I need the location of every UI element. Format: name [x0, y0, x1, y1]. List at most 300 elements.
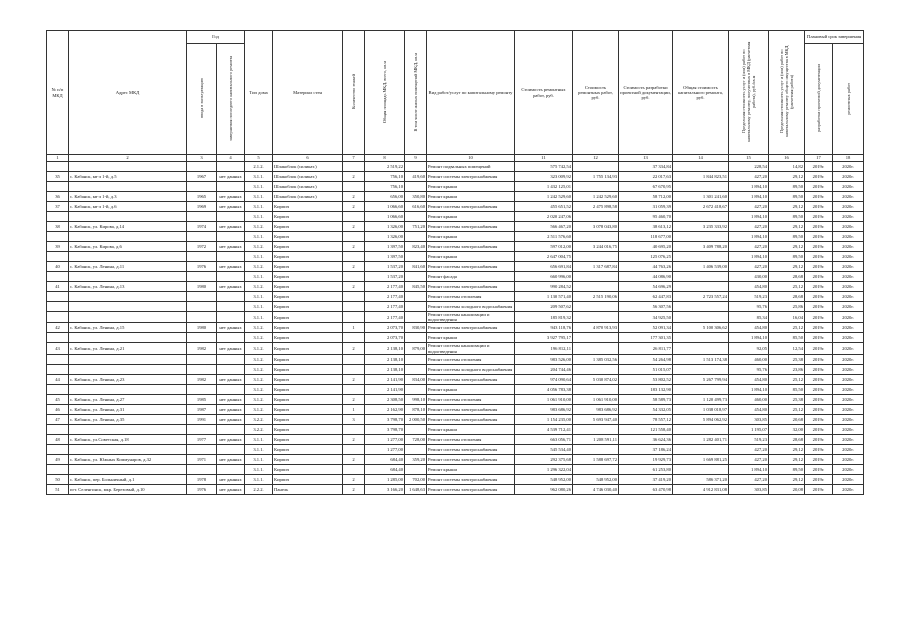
- column-number: 10: [427, 155, 515, 162]
- repair-table-sheet: [46, 30, 863, 495]
- table-cell: 3.2.2.: [245, 424, 273, 434]
- table-cell: Кирпич: [273, 343, 343, 354]
- table-cell: [343, 292, 365, 302]
- table-cell: [343, 182, 365, 192]
- table-cell: 1 301 241,60: [673, 192, 729, 202]
- table-cell: [69, 292, 187, 302]
- table-cell: 2: [343, 474, 365, 484]
- table-cell: 2020г.: [833, 212, 864, 222]
- table-cell: 427,20: [729, 222, 769, 232]
- table-cell: Ремонт крыши: [427, 212, 515, 222]
- table-cell: 1978: [187, 474, 217, 484]
- table-cell: [673, 272, 729, 282]
- table-cell: Кирпич: [273, 424, 343, 434]
- table-cell: 845,50: [405, 282, 427, 292]
- table-cell: 2019г.: [805, 333, 833, 343]
- table-cell: 2019г.: [805, 474, 833, 484]
- table-cell: 1 195,07: [729, 424, 769, 434]
- table-row: [47, 484, 864, 494]
- table-cell: нет данных: [217, 474, 245, 484]
- table-cell: 25,86: [769, 302, 805, 312]
- table-cell: 51 015,07: [619, 364, 673, 374]
- header-year-built: [187, 44, 217, 155]
- table-cell: 20,08: [769, 484, 805, 494]
- column-number: 16: [769, 155, 805, 162]
- header-year-repair: [217, 44, 245, 155]
- table-cell: [573, 162, 619, 172]
- table-cell: 1 588 697,72: [573, 454, 619, 464]
- table-cell: 3.1.2.: [245, 364, 273, 374]
- table-cell: 2 723 557,24: [673, 292, 729, 302]
- table-cell: 2 073,70: [365, 333, 405, 343]
- table-cell: [187, 252, 217, 262]
- table-cell: 427,20: [729, 202, 769, 212]
- table-cell: 2 672 418,67: [673, 202, 729, 212]
- table-cell: 46: [47, 404, 69, 414]
- table-cell: [47, 424, 69, 434]
- table-cell: 31 059,39: [619, 202, 673, 212]
- table-row: [47, 252, 864, 262]
- table-cell: 5 100 306,62: [673, 323, 729, 333]
- table-cell: 2: [343, 222, 365, 232]
- table-cell: 2: [343, 242, 365, 252]
- table-cell: 454,80: [729, 282, 769, 292]
- column-number: 15: [729, 155, 769, 162]
- header-wall-material: Материал стен: [273, 31, 343, 155]
- table-cell: Панель: [273, 484, 343, 494]
- table-cell: 548 952,00: [573, 474, 619, 484]
- table-cell: с. Кабанск, пер. Больничный, д.1: [69, 474, 187, 484]
- table-cell: 943 118,76: [515, 323, 573, 333]
- table-row: [47, 374, 864, 384]
- table-cell: 12,54: [769, 343, 805, 354]
- header-repair-cost-total: Стоимость ремонтных работ, руб.: [573, 31, 619, 155]
- table-cell: 25,12: [769, 282, 805, 292]
- table-cell: 2 177,40: [365, 292, 405, 302]
- table-cell: [217, 354, 245, 364]
- table-cell: Ремонт крыши: [427, 424, 515, 434]
- table-cell: [673, 343, 729, 354]
- table-cell: 3 078 043,80: [573, 222, 619, 232]
- header-limit-cost-b: [769, 31, 805, 155]
- table-cell: [217, 444, 245, 454]
- table-cell: 5 894 062,92: [673, 414, 729, 424]
- table-cell: 1 648,63: [405, 484, 427, 494]
- header-year-group: Год: [187, 31, 245, 44]
- table-cell: 3.1.2.: [245, 323, 273, 333]
- table-cell: 2020г.: [833, 323, 864, 333]
- table-cell: 3.1.1.: [245, 302, 273, 312]
- table-cell: [217, 333, 245, 343]
- table-cell: 660 996,00: [515, 272, 573, 282]
- table-cell: [573, 333, 619, 343]
- table-cell: [573, 272, 619, 282]
- table-cell: [47, 252, 69, 262]
- table-cell: 52 091,34: [619, 323, 673, 333]
- table-cell: [69, 364, 187, 374]
- table-cell: 751,20: [405, 222, 427, 232]
- table-cell: с. Кабанск, ул. Ленина, д.13: [69, 282, 187, 292]
- table-row: [47, 434, 864, 444]
- table-cell: [217, 272, 245, 282]
- table-cell: 185 819,32: [515, 312, 573, 323]
- table-cell: 3.1.2.: [245, 343, 273, 354]
- table-cell: 4 870 913,93: [573, 323, 619, 333]
- table-cell: 1 282 401,71: [673, 434, 729, 444]
- table-cell: Ремонт системы отопления: [427, 434, 515, 444]
- header-deadline-group: Плановый срок завершения: [805, 31, 864, 44]
- table-cell: 427,20: [729, 242, 769, 252]
- table-cell: [573, 232, 619, 242]
- table-cell: [187, 424, 217, 434]
- table-row: [47, 454, 864, 464]
- header-living-area: [405, 31, 427, 155]
- table-cell: 616,60: [405, 202, 427, 212]
- table-cell: 684,40: [365, 464, 405, 474]
- table-cell: Кирпич: [273, 364, 343, 374]
- table-row: [47, 312, 864, 323]
- table-cell: Ремонт системы электроснабжения: [427, 374, 515, 384]
- table-cell: 575 742,54: [515, 162, 573, 172]
- table-cell: Ремонт крыши: [427, 333, 515, 343]
- table-cell: 118 677,00: [619, 232, 673, 242]
- table-cell: [673, 333, 729, 343]
- table-cell: 38: [47, 222, 69, 232]
- table-cell: 4 912 831,08: [673, 484, 729, 494]
- table-cell: [187, 212, 217, 222]
- table-cell: 1 432 125,01: [515, 182, 573, 192]
- table-cell: Ремонт крыши: [427, 464, 515, 474]
- table-cell: 597 012,00: [515, 242, 573, 252]
- table-cell: Кирпич: [273, 454, 343, 464]
- table-cell: 3.1.1.: [245, 212, 273, 222]
- table-cell: 2020г.: [833, 464, 864, 474]
- table-cell: [673, 444, 729, 454]
- table-cell: 2020г.: [833, 354, 864, 364]
- repair-table: [46, 30, 864, 495]
- table-cell: Кирпич: [273, 474, 343, 484]
- table-cell: 879,00: [405, 343, 427, 354]
- table-cell: 2020г.: [833, 262, 864, 272]
- table-cell: 2020г.: [833, 333, 864, 343]
- table-cell: нет данных: [217, 222, 245, 232]
- table-cell: 2020г.: [833, 364, 864, 374]
- table-cell: 2019г.: [805, 172, 833, 182]
- table-cell: 427,20: [729, 172, 769, 182]
- table-cell: 3.1.2.: [245, 354, 273, 364]
- table-cell: 834,00: [405, 374, 427, 384]
- table-cell: 2020г.: [833, 424, 864, 434]
- column-number: 3: [187, 155, 217, 162]
- table-cell: 2019г.: [805, 202, 833, 212]
- table-cell: Кирпич: [273, 252, 343, 262]
- table-cell: 3 409 788,20: [673, 242, 729, 252]
- table-cell: 3.1.1.: [245, 292, 273, 302]
- table-cell: 29,12: [769, 454, 805, 464]
- table-cell: 1 406 539,00: [673, 262, 729, 272]
- table-cell: с. Кабанск, ул. Ленина, д.15: [69, 323, 187, 333]
- table-cell: 49: [47, 454, 69, 464]
- table-cell: 2019г.: [805, 394, 833, 404]
- header-floors-label: Количество этажей: [351, 74, 357, 110]
- table-cell: Ремонт системы электроснабжения: [427, 474, 515, 484]
- table-cell: 427,20: [729, 262, 769, 272]
- header-year-repair-label: завершения последнего капитального ремонта: [228, 55, 233, 141]
- table-cell: Ремонт крыши: [427, 252, 515, 262]
- table-cell: 44 086,90: [619, 272, 673, 282]
- table-cell: нет данных: [217, 484, 245, 494]
- table-cell: [47, 464, 69, 474]
- table-cell: 3 927 795,17: [515, 333, 573, 343]
- table-cell: пгт. Селенгинск, мкр. Березовый, д.10: [69, 484, 187, 494]
- table-cell: 3.1.1.: [245, 454, 273, 464]
- table-cell: 37 419,20: [619, 474, 673, 484]
- table-cell: 3.2.2.: [245, 414, 273, 424]
- table-cell: 1977: [187, 434, 217, 444]
- table-row: [47, 292, 864, 302]
- table-cell: [69, 354, 187, 364]
- table-cell: [343, 212, 365, 222]
- table-cell: [343, 302, 365, 312]
- table-cell: 3.1.2.: [245, 222, 273, 232]
- table-cell: 1 326,00: [365, 232, 405, 242]
- table-cell: [187, 162, 217, 172]
- table-cell: с. Кабанск, ул. Кирова, д.6: [69, 242, 187, 252]
- header-total-area: [365, 31, 405, 155]
- header-total-cost: Общая стоимость капитального ремонта, руб.: [673, 31, 729, 155]
- table-cell: 1969: [187, 202, 217, 212]
- table-cell: нет данных: [217, 374, 245, 384]
- table-cell: 1 894,10: [729, 182, 769, 192]
- table-cell: [47, 364, 69, 374]
- table-cell: 25,12: [769, 404, 805, 414]
- table-cell: 2 177,40: [365, 312, 405, 323]
- table-cell: [673, 384, 729, 394]
- table-cell: [573, 182, 619, 192]
- table-cell: [47, 212, 69, 222]
- table-cell: [405, 364, 427, 374]
- table-cell: 85,50: [769, 333, 805, 343]
- table-cell: [69, 464, 187, 474]
- table-cell: 89,50: [769, 232, 805, 242]
- table-cell: 2019г.: [805, 252, 833, 262]
- table-cell: [573, 282, 619, 292]
- header-living-area-label: В том числе жилых помещений МКД, кв.м: [413, 52, 419, 132]
- table-cell: [343, 464, 365, 474]
- header-deadline-design: [805, 44, 833, 155]
- table-cell: 3.1.2.: [245, 242, 273, 252]
- table-cell: [187, 292, 217, 302]
- table-cell: Кирпич: [273, 394, 343, 404]
- table-cell: 2020г.: [833, 343, 864, 354]
- table-cell: Шлакоблок (силикат.): [273, 192, 343, 202]
- table-cell: [187, 182, 217, 192]
- table-cell: 3.1.2.: [245, 262, 273, 272]
- table-cell: [47, 162, 69, 172]
- table-cell: 3.1.1.: [245, 474, 273, 484]
- table-cell: 2: [343, 343, 365, 354]
- table-cell: 34 925,50: [619, 312, 673, 323]
- table-cell: 1 397,50: [365, 252, 405, 262]
- table-cell: [573, 343, 619, 354]
- table-cell: 2: [343, 262, 365, 272]
- table-cell: 1974: [187, 222, 217, 232]
- table-cell: Ремонт системы электроснабжения: [427, 222, 515, 232]
- table-cell: [217, 312, 245, 323]
- table-cell: 89,50: [769, 212, 805, 222]
- header-limit-cost-b-label: Предельная стоимость услуг и (или) работ по капитальному ремонту общего имущества в МКД (расчетная работа): [779, 46, 795, 138]
- table-cell: 586 371,20: [673, 474, 729, 484]
- table-cell: нет данных: [217, 414, 245, 424]
- table-cell: 878,10: [405, 404, 427, 414]
- table-cell: 519,23: [729, 292, 769, 302]
- table-cell: Кирпич: [273, 232, 343, 242]
- table-cell: 303,85: [729, 484, 769, 494]
- table-cell: Кирпич: [273, 323, 343, 333]
- table-cell: 2020г.: [833, 202, 864, 212]
- table-cell: 2020г.: [833, 302, 864, 312]
- table-cell: [673, 232, 729, 242]
- table-cell: 54 696,29: [619, 282, 673, 292]
- column-number: 7: [343, 155, 365, 162]
- header-deadline-repair-label: ремонтных работ: [845, 82, 851, 115]
- table-cell: 2019г.: [805, 242, 833, 252]
- table-cell: 2.1.2.: [245, 162, 273, 172]
- table-row: [47, 162, 864, 172]
- table-cell: 2019г.: [805, 374, 833, 384]
- table-cell: 1 537,20: [365, 262, 405, 272]
- table-cell: Ремонт крыши: [427, 192, 515, 202]
- table-cell: 983 686,92: [573, 404, 619, 414]
- table-cell: 1 208 591,11: [573, 434, 619, 444]
- table-cell: [573, 212, 619, 222]
- table-cell: Кирпич: [273, 354, 343, 364]
- table-cell: [217, 162, 245, 172]
- table-cell: 2020г.: [833, 484, 864, 494]
- table-cell: 50: [47, 474, 69, 484]
- table-cell: 2.2.2.: [245, 484, 273, 494]
- table-cell: 2019г.: [805, 262, 833, 272]
- table-cell: 3.1.1.: [245, 444, 273, 454]
- table-cell: [187, 232, 217, 242]
- table-cell: 209 507,62: [515, 302, 573, 312]
- table-cell: 2 177,40: [365, 282, 405, 292]
- table-cell: 2020г.: [833, 454, 864, 464]
- table-cell: 2 162,90: [365, 404, 405, 414]
- column-number: 1: [47, 155, 69, 162]
- table-cell: 990 284,52: [515, 282, 573, 292]
- table-row: [47, 182, 864, 192]
- table-cell: 1 317 687,84: [573, 262, 619, 272]
- table-cell: нет данных: [217, 394, 245, 404]
- table-cell: 1 296 322,04: [515, 464, 573, 474]
- table-cell: 53 802,52: [619, 374, 673, 384]
- column-number: 4: [217, 155, 245, 162]
- table-row: [47, 272, 864, 282]
- table-cell: 177 301,35: [619, 333, 673, 343]
- table-cell: 51: [47, 484, 69, 494]
- table-cell: 2: [343, 282, 365, 292]
- table-cell: 37: [47, 202, 69, 212]
- table-cell: 656,00: [365, 192, 405, 202]
- table-cell: 2: [343, 394, 365, 404]
- table-cell: [405, 424, 427, 434]
- table-cell: [69, 302, 187, 312]
- table-cell: с. Кабанск, ул. Ленина, д.21: [69, 343, 187, 354]
- table-cell: [69, 232, 187, 242]
- table-cell: Кирпич: [273, 242, 343, 252]
- table-cell: 3.1.1.: [245, 182, 273, 192]
- table-cell: [69, 384, 187, 394]
- table-cell: [47, 384, 69, 394]
- table-body: [47, 162, 864, 495]
- table-cell: 204 744,46: [515, 364, 573, 374]
- table-cell: 89,50: [769, 182, 805, 192]
- table-cell: Кирпич: [273, 202, 343, 212]
- table-cell: Ремонт системы канализации и водоотведения: [427, 343, 515, 354]
- table-cell: 2020г.: [833, 252, 864, 262]
- table-cell: Ремонт крыши: [427, 182, 515, 192]
- table-cell: [217, 384, 245, 394]
- table-cell: Кирпич: [273, 464, 343, 474]
- table-cell: 62 447,83: [619, 292, 673, 302]
- table-cell: 39: [47, 242, 69, 252]
- table-cell: 1 894,10: [729, 384, 769, 394]
- header-address: [69, 31, 187, 155]
- table-cell: 2 020 247,06: [515, 212, 573, 222]
- table-cell: 3 166,20: [365, 484, 405, 494]
- table-cell: 2: [343, 172, 365, 182]
- table-cell: 2 138,10: [365, 354, 405, 364]
- table-cell: 2 519,22: [365, 162, 405, 172]
- table-cell: 2019г.: [805, 222, 833, 232]
- table-cell: 2020г.: [833, 242, 864, 252]
- table-cell: нет данных: [217, 404, 245, 414]
- table-cell: Ремонт системы электроснабжения: [427, 242, 515, 252]
- table-cell: Кирпич: [273, 434, 343, 444]
- table-cell: [405, 384, 427, 394]
- table-cell: [187, 364, 217, 374]
- table-cell: нет данных: [217, 262, 245, 272]
- table-cell: [573, 312, 619, 323]
- table-cell: 63 470,98: [619, 484, 673, 494]
- table-cell: Кирпич: [273, 262, 343, 272]
- table-cell: 2019г.: [805, 424, 833, 434]
- table-cell: [343, 424, 365, 434]
- table-cell: 4 539 712,41: [515, 424, 573, 434]
- table-cell: 2019г.: [805, 162, 833, 172]
- table-cell: Ремонт системы отопления: [427, 354, 515, 364]
- table-cell: [69, 162, 187, 172]
- table-cell: [573, 464, 619, 474]
- table-cell: 58 712,00: [619, 192, 673, 202]
- table-cell: Ремонт крыши: [427, 232, 515, 242]
- table-cell: Кирпич: [273, 282, 343, 292]
- table-cell: 1 326,00: [365, 222, 405, 232]
- table-cell: 454,80: [729, 374, 769, 384]
- table-cell: 728,00: [405, 434, 427, 444]
- table-cell: 2020г.: [833, 172, 864, 182]
- table-cell: Кирпич: [273, 333, 343, 343]
- table-cell: 32,00: [769, 424, 805, 434]
- table-cell: Ремонт системы электроснабжения: [427, 484, 515, 494]
- table-cell: 2019г.: [805, 444, 833, 454]
- table-cell: 756,10: [365, 172, 405, 182]
- table-cell: 89,50: [769, 464, 805, 474]
- table-cell: 183 132,90: [619, 384, 673, 394]
- column-number: 11: [515, 155, 573, 162]
- table-row: [47, 222, 864, 232]
